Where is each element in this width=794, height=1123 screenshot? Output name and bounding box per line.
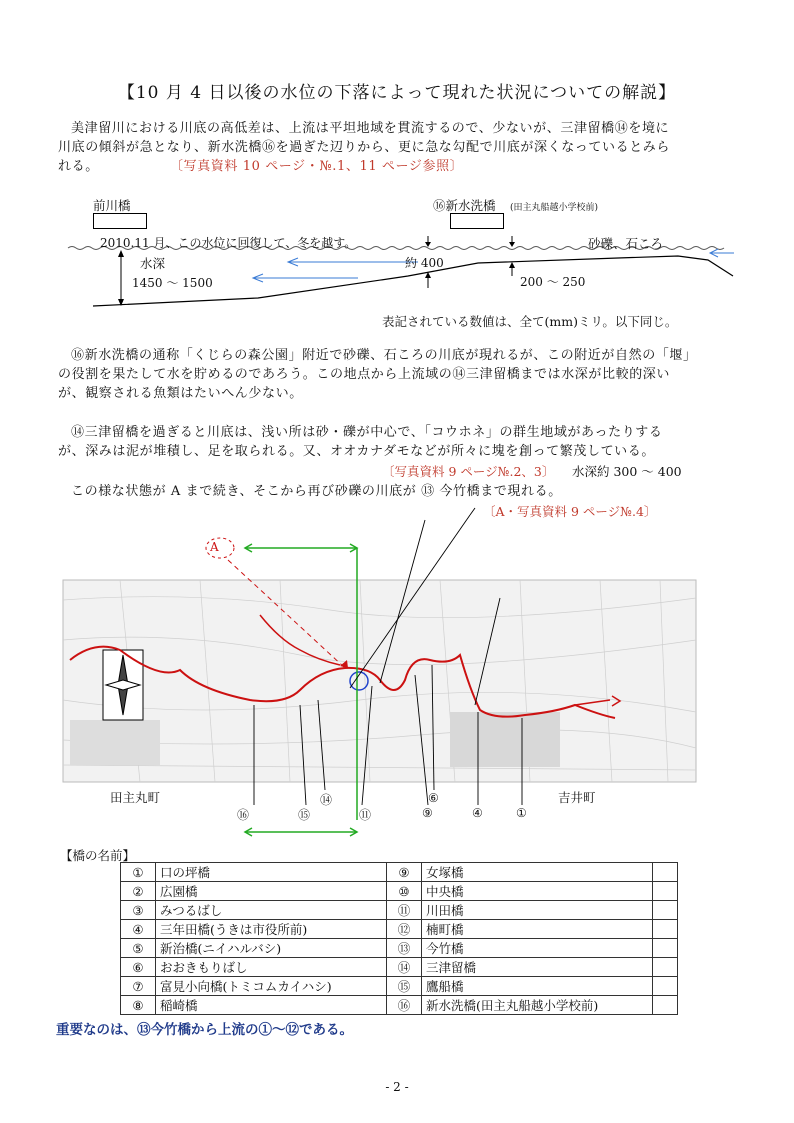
marker-a-circle [206,538,234,558]
table-row [121,958,678,977]
pointer-number: ⑭ [320,793,333,807]
intro-line-3: れる。 [58,159,99,174]
table-row [121,977,678,996]
para3-line-4: この様な状態が A まで続き、そこから再び砂礫の川底が ⑬ 今竹橋まで現れる。 [71,484,562,499]
para2-line-1: ⑯新水洗橋の通称「くじらの森公園」附近で砂礫、石ころの川底が現れるが、この附近が自然の「堰」 [71,348,697,363]
table-cell: 広園橋 [156,882,387,901]
table-cell: 三津留橋 [422,958,653,977]
table-row [121,939,678,958]
table-cell-blank [653,996,678,1015]
table-cell-blank [653,882,678,901]
table-cell: 新水洗橋(田主丸船越小学校前) [422,996,653,1015]
gravel-label: 砂礫、石ころ [588,236,664,251]
marker-a-label: A [210,540,219,554]
intro-line-2: 川底の傾斜が急となり、新水洗橋⑯を過ぎた辺りから、更に急な勾配で川底が深くなっているとみら [58,140,671,155]
para3-depth: 水深約 300 〜 400 [572,464,682,479]
pointer-number: ① [516,806,527,820]
table-row [121,863,678,882]
para3-ref2: 〔A・写真資料 9 ページ№.4〕 [483,504,657,519]
table-cell: ⑭ [387,958,422,977]
pointer-number: ⑪ [359,808,372,822]
table-cell-blank [653,977,678,996]
table-cell: 女塚橋 [422,863,653,882]
table-cell-blank [653,939,678,958]
table-cell: ⑧ [121,996,156,1015]
page-number: - 2 - [385,1080,409,1094]
table-cell: 稲崎橋 [156,996,387,1015]
table-cell: ⑫ [387,920,422,939]
table-row [121,920,678,939]
para3-ref: 〔写真資料 9 ページ№.2、3〕 [382,464,555,479]
table-cell: 三年田橋(うきは市役所前) [156,920,387,939]
bridges-table [120,862,678,1015]
depth-label: 水深 [140,256,166,271]
important-note: 重要なのは、⑬今竹橋から上流の①〜⑫である。 [56,1022,353,1038]
table-cell: おおきもりばし [156,958,387,977]
table-row [121,996,678,1015]
water-level-note: 2010.11 月、この水位に回復して、冬を越す。 [100,236,357,250]
table-cell: ① [121,863,156,882]
unit-note: 表記されている数値は、全て(mm)ミリ。以下同じ。 [382,314,678,329]
town-block-yoshii [450,712,560,767]
table-cell: ④ [121,920,156,939]
table-cell: ⑯ [387,996,422,1015]
left-town-label: 田主丸町 [110,790,161,805]
right-bridge-note: (田主丸船越小学校前) [510,203,599,213]
table-cell: 鷹船橋 [422,977,653,996]
table-cell: 新治橋(ニイハルバシ) [156,939,387,958]
table-cell-blank [653,901,678,920]
table-cell: ⑥ [121,958,156,977]
table-row [121,901,678,920]
pointer-number: ⑮ [298,808,311,822]
table-cell: 富見小向橋(トミコムカイハシ) [156,977,387,996]
table-cell: ⑬ [387,939,422,958]
bridges-heading: 【橋の名前】 [60,848,136,863]
intro-line-1: 美津留川における川底の高低差は、上流は平坦地域を貫流するので、少ないが、三津留橋⑭を境に [71,121,670,136]
para2-line-3: が、観察される魚類はたいへん少ない。 [58,386,303,401]
table-cell: みつるばし [156,901,387,920]
table-cell: ③ [121,901,156,920]
depth-mid-value: 約 400 [405,256,444,270]
table-cell: 中央橋 [422,882,653,901]
table-cell: ⑤ [121,939,156,958]
table-cell: ② [121,882,156,901]
depth-right-value: 200 〜 250 [520,275,586,289]
table-cell: 川田橋 [422,901,653,920]
right-bridge-label: ⑯新水洗橋 [433,198,496,213]
table-cell-blank [653,920,678,939]
page-title: 【10 月 4 日以後の水位の下落によって現れた状況についての解説】 [117,83,677,103]
table-cell-blank [653,863,678,882]
table-cell: ⑩ [387,882,422,901]
intro-ref: 〔写真資料 10 ページ・№.1、11 ページ参照〕 [170,159,464,174]
town-block-tanushimaru [70,720,160,765]
para3-line-2: が、深みは泥が堆積し、足を取られる。又、オオカナダモなどが所々に塊を創って繁茂している。 [58,444,655,459]
para2-line-2: の役割を果たして水を貯めるのであろう。この地点から上流域の⑭三津留橋までは水深が比較的深い [58,367,671,382]
table-cell: ⑮ [387,977,422,996]
table-cell: 今竹橋 [422,939,653,958]
left-bridge-label: 前川橋 [93,198,131,213]
right-town-label: 吉井町 [558,790,596,805]
pointer-number: ⑥ [428,791,439,805]
pointer-number: ⑯ [237,808,250,822]
para3-line-1: ⑭三津留橋を過ぎると川底は、浅い所は砂・礫が中心で、「コウホネ」の群生地域があったりする [71,425,663,440]
table-cell: ⑪ [387,901,422,920]
table-cell-blank [653,958,678,977]
pointer-number: ⑨ [422,806,433,820]
table-cell: 口の坪橋 [156,863,387,882]
table-cell: 楠町橋 [422,920,653,939]
table-cell: ⑨ [387,863,422,882]
pointer-number: ④ [472,806,483,820]
table-cell: ⑦ [121,977,156,996]
table-row [121,882,678,901]
depth-left-value: 1450 〜 1500 [132,276,213,290]
